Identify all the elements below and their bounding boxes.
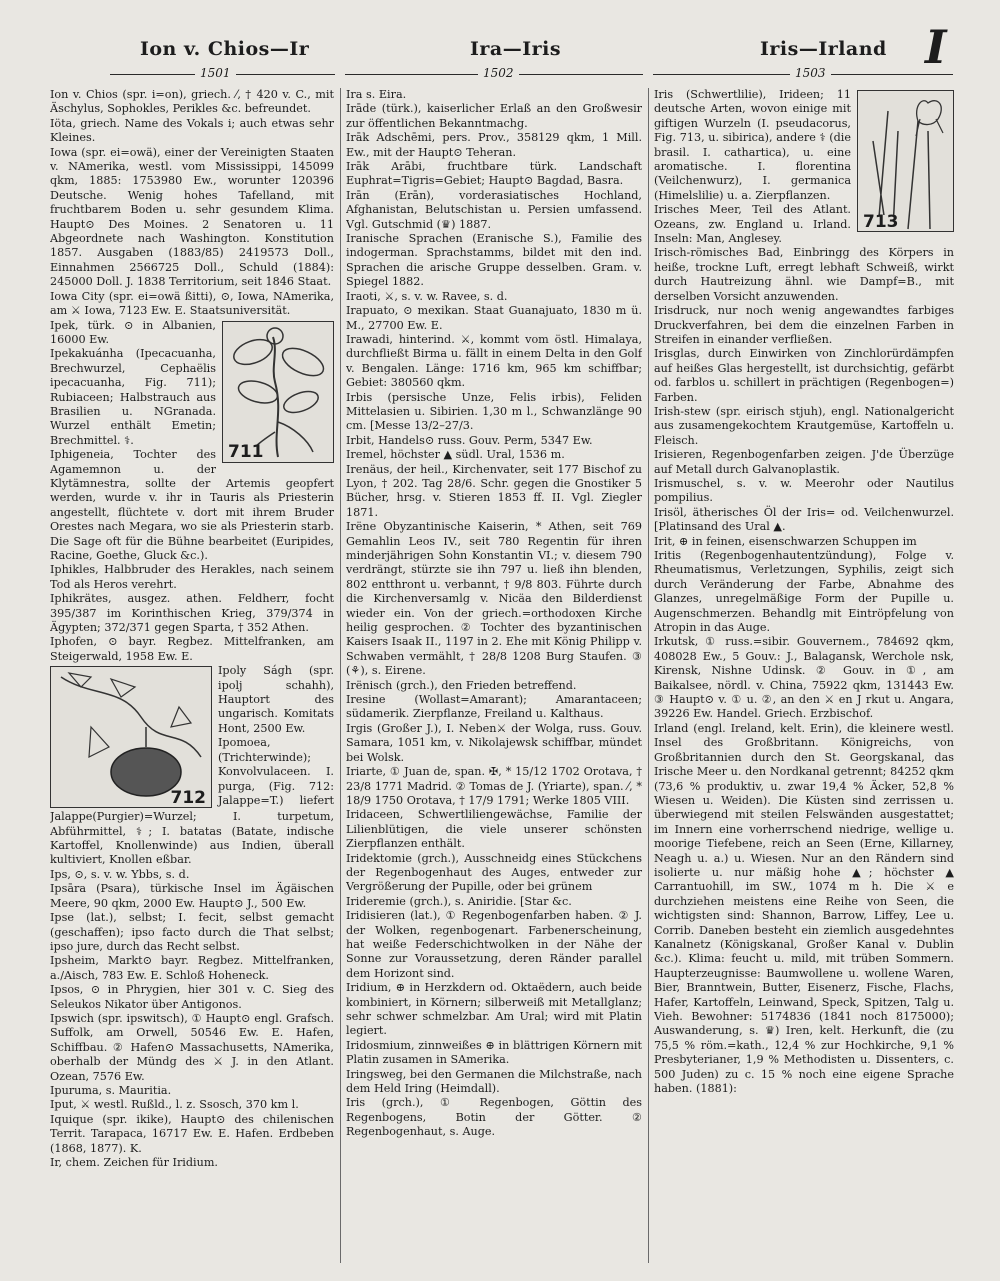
column-separator [340,88,341,1263]
entry: Iquique (spr. ikike), Haupt⊙ des chilenischen Territ. Tarapaca, 16717 Ew. E. Hafen. Erdbeben (1868, 1877). K. [50,1112,334,1155]
entry: Irëne Obyzantinische Kaiserin, * Athen, seit 769 Gemahlin Leos IV., seit 780 Regentin für ihren minderjährigen Sohn Konstantin VI.; v. diesem 790 verdrängt, stürzte sie ihn 797 u. ließ ihn blenden, 802 entthront u. verbannt, † 9/8 803. Führte durch die Kirchenversamlg v. Nicäa den Bilderdienst wieder ein. Von der griech.=orthodoxen Kirche heilig gesprochen. ② Tochter des byzantinischen Kaisers Isaak II., 1197 in 2. Ehe mit König Philipp v. Schwaben vermählt, † 28/8 1208 Burg Staufen. ③ (⚘), s. Eirene. [346,520,642,678]
entry: Irenäus, der heil., Kirchenvater, seit 177 Bischof zu Lyon, † 202. Tag 28/6. Schr. gegen die Gnostiker 5 Bücher, hrsg. v. Stieren 1853 ff. II. Vgl. Ziegler 1871. [346,462,642,519]
entry: Irland (engl. Ireland, kelt. Erin), die kleinere westl. Insel des Großbritann. Königreichs, von Großbritannien durch den St. Georgskanal, das Irische Meer u. den Nordkanal getrennt; 84252 qkm (73,6 % produktiv, u. zwar 19,4 % Äcker, 52,8 % Wiesen u. Weiden). Die Küsten sind zerrissen u. überwiegend mit steilen Felswänden ausgestattet; im Innern eine vorherrschend niedrige, wellige u. moorige Tiefebene, reich an Seen (Erne, Killarney, Neagh u. a.) u. Wiesen. Nur an den Rändern sind isolierte u. nur mäßig hohe ▲; höchster ▲ Carrantuohill, im SW., 1074 m h. Die ⚔ e durchziehen meistens eine Reihe von Seen, die wichtigsten sind: Shannon, Barrow, Liffey, Lee u. Corrib. Daneben besteht ein ziemlich ausgedehntes Kanalnetz (Königskanal, Großer Kanal v. Dublin &c.). Klima: feucht u. mild, mit trüben Sommern. Haupterzeugnisse: Baumwollene u. wollene Waren, Bier, Branntwein, Butter, Eisenerz, Fische, Flachs, Hafer, Kartoffeln, Leinwand, Speck, Spitzen, Talg u. Vieh. Bewohner: 5174836 (1841 noch 8175000); Auswanderung, s. ♛) Iren, kelt. Herkunft, die (zu 75,5 % röm.=kath., 12,4 % zur Hochkirche, 9,1 % Presbyterianer, 1,9 % Methodisten u. Dissenters, c. 500 Juden) zu c. 15 % noch eine eigene Sprache haben. (1881): [654,721,954,1096]
entry: Iridaceen, Schwertliliengewächse, Familie der Lilienblütigen, die viele unserer schönsten Zierpflanzen enthält. [346,808,642,851]
entry: Iringsweg, bei den Germanen die Milchstraße, nach dem Held Iring (Heimdall). [346,1067,642,1096]
entry: Iriarte, ① Juan de, span. ✠, * 15/12 1702 Orotava, † 23/8 1771 Madrid. ② Tomas de J. (Yriarte), span. ⁄, * 18/9 1750 Orotava, † 17/9 1791; Werke 1805 VIII. [346,765,642,807]
page-number-1503: 1503 [790,66,831,80]
entry: Iowa City (spr. ei=owä ßitti), ⊙, Iowa, NAmerika, am ⚔ Iowa, 7123 Ew. E. Staatsuniversität. [50,289,334,318]
entry: Ipekakuánha (Ipecacuanha, Brechwurzel, Cephaëlis ipecacuanha, Fig. 711); Rubiaceen; Halbstrauch aus Brasilien u. NGranada. Wurzel enthält Emetin; Brechmittel. ⚕. [50,347,216,447]
column-separator [648,88,649,1263]
entry: Iphigeneia, Tochter des Agamemnon u. der Klytämnestra, sollte der Artemis geopfert werden, wurde v. ihr in Tauris als Priesterin angestellt, flüchtete v. dort mit ihrem Bruder Orestes nach Megara, wo sie als Priesterin starb. Die Sage oft für die Bühne bearbeitet (Euripides, Racine, Goethe, Gluck &c.). [50,448,334,562]
entry: Ion v. Chios (spr. i=on), griech. ⁄, † 420 v. C., mit Äschylus, Sophokles, Perikles &c. befreundet. [50,88,334,116]
entry: Ips, ⊙, s. v. w. Ybbs, s. d. [50,867,190,881]
entry: Irapuato, ⊙ mexikan. Staat Guanajuato, 1830 m ü. M., 27700 Ew. E. [346,304,642,332]
entry: Irisches Meer, Teil des Atlant. Ozeans, zw. England u. Irland. Inseln: Man, Anglesey. [654,203,851,246]
entry: Irāk Arābi, fruchtbare türk. Landschaft Euphrat=Tigris=Gebiet; Haupt⊙ Bagdad, Basra. [346,160,642,188]
entry: Iöta, griech. Name des Vokals i; auch etwas sehr Kleines. [50,116,334,145]
page-number-1502: 1502 [478,66,519,80]
ipecacuanha-plant-illustration [223,322,333,462]
entry: Ipse (lat.), selbst; I. fecit, selbst gemacht (geschaffen); ipso facto durch die That selbst; ipso jure, durch das Recht selbst. [50,911,334,953]
ipomoea-plant-illustration [51,667,211,807]
figure-number: 711 [228,442,264,463]
entry: Iridisieren (lat.), ① Regenbogenfarben haben. ② J. der Wolken, regenbogenart. Farbenerscheinung, hat weiße Federschichtwolken in der Nähe der Sonne zur Voraussetzung, deren Ränder parallel dem Horizont sind. [346,909,642,980]
entry: Irisieren, Regenbogenfarben zeigen. J'de Überzüge auf Metall durch Galvanoplastik. [654,448,954,476]
figure-711-ipecacuanha [222,321,334,463]
entry: Iput, ⚔ westl. Rußld., l. z. Ssosch, 370 km l. [50,1098,299,1112]
entry: Ipswich (spr. ipswitsch), ① Haupt⊙ engl. Grafsch. Suffolk, am Orwell, 50546 Ew. E. Hafen, Schiffbau. ② Hafen⊙ Massachusetts, NAmerika, oberhalb der Mündg des ⚔ J. in den Atlant. Ozean, 7576 Ew. [50,1011,334,1083]
column-2-head: Ira—Iris [470,38,562,60]
entry: Ipek, türk. ⊙ in Albanien, 16000 Ew. [50,318,216,346]
entry: Ipoly Ságh (spr. ipolj schahh), Hauptort des ungarisch. Komitats Hont, 2500 Ew. [218,664,334,735]
entry: Ipsheim, Markt⊙ bayr. Regbez. Mittelfranken, a./Aisch, 783 Ew. E. Schloß Hoheneck. [50,954,334,982]
entry: Irbit, Handels⊙ russ. Gouv. Perm, 5347 Ew. [346,433,593,447]
entry: Irit, ⊕ in feinen, eisenschwarzen Schuppen im [654,534,917,548]
section-letter: I [925,20,947,74]
iris-plant-illustration [858,91,953,231]
entry: Iresine (Wollast=Amarant); Amarantaceen; südamerik. Zierpflanze, Freiland u. Kalthaus. [346,693,642,721]
figure-number: 712 [170,787,206,808]
entry: Irāk Adschēmi, pers. Prov., 358129 qkm, 1 Mill. Ew., mit der Haupt⊙ Teheran. [346,131,642,159]
column-3 [654,88,954,1268]
entry: Irān (Erān), vorderasiatisches Hochland, Afghanistan, Belutschistan u. Persien umfassend. Vgl. Gutschmid (♛) 1887. [346,188,642,231]
entry: Irisdruck, nur noch wenig angewandtes farbiges Druckverfahren, bei dem die einzelnen Farben in Streifen in einander verfließen. [654,304,954,346]
entry: Iphikles, Halbbruder des Herakles, nach seinem Tod als Heros verehrt. [50,563,334,591]
figure-713-iris [857,90,954,232]
entry: Ipomoea, (Trichterwinde); Konvolvulaceen. I. purga, (Fig. 712: Jalappe=T.) liefert Jalappe(Purgier)=Wurzel; I. turpetum, Abführmittel, ⚕; I. batatas (Batate, indische Kartoffel, Knollenwinde) aus Indien, überall kultiviert, Knollen eßbar. [50,736,334,867]
entry: Irisöl, ätherisches Öl der Iris= od. Veilchenwurzel. [Platinsand des Ural ▲. [654,505,954,534]
entry: Irish-stew (spr. eirisch stjuh), engl. Nationalgericht aus zusamengekochtem Krautgemüse, Kartoffeln u. Fleisch. [654,404,954,447]
entry: Iris (grch.), ① Regenbogen, Göttin des Regenbogens, Botin der Götter. ② Regenbogenhaut, s. Auge. [346,1096,642,1139]
entry: Iridosmium, zinnweißes ⊕ in blättrigen Körnern mit Platin zusamen in SAmerika. [346,1038,642,1067]
column-1-head: Ion v. Chios—Ir [140,38,310,60]
entry: Ipuruma, s. Mauritia. [50,1083,172,1097]
page-number-1501: 1501 [195,66,236,80]
entry: Iridektomie (grch.), Ausschneidg eines Stückchens der Regenbogenhaut des Auges, entweder zur Vergrößerung der Pupille, oder bei grünem [346,851,642,894]
entry: Irkutsk, ① russ.=sibir. Gouvernem., 784692 qkm, 408028 Ew., 5 Gouv.: J., Balagansk, Werchole nsk, Kirensk, Nishne Udinsk. ② Gouv. in ①, am Baikalsee, nördl. v. China, 75922 qkm, 131443 Ew. ③ Haupt⊙ v. ① u. ②, an den ⚔ en J rkut u. Angara, 39226 Ew. Handel. Griech. Erzbischof. [654,635,954,721]
figure-number: 713 [863,211,899,232]
entry: Irbis (persische Unze, Felis irbis), Feliden Mittelasien u. Sibirien. 1,30 m l., Schwanzlänge 90 cm. [Messe 13/2–27/3. [346,390,642,433]
entry: Iphikrätes, ausgez. athen. Feldherr, focht 395/387 im Korinthischen Krieg, 379/374 in Ägypten; 372/371 gegen Sparta, † 352 Athen. [50,592,334,635]
entry: Iritis (Regenbogenhautentzündung), Folge v. Rheumatismus, Verletzungen, Syphilis, zeigt sich durch Veränderung der Farbe, Abnahme des Glanzes, unregelmäßige Form der Pupille u. Augenschmerzen. Behandlg mit Eintröpfelung von Atropin in das Auge. [654,549,954,635]
entry: Iranische Sprachen (Eranische S.), Familie des indogerman. Sprachstamms, bildet mit den ind. Sprachen die arische Gruppe desselben. Gram. v. Spiegel 1882. [346,232,642,289]
entry: Iphofen, ⊙ bayr. Regbez. Mittelfranken, am Steigerwald, 1958 Ew. E. [50,635,334,663]
entry: Irisglas, durch Einwirken von Zinchlorürdämpfen auf heißes Glas hergestellt, ist durchsichtig, gefärbt od. farblos u. schillert in prächtigen (Regenbogen=) Farben. [654,347,954,404]
entry: Ira s. Eira. [346,88,407,101]
entry: Iraoti, ⚔, s. v. w. Ravee, s. d. [346,289,508,303]
entry: Iowa (spr. ei=owä), einer der Vereinigten Staaten v. NAmerika, westl. vom Mississippi, 145099 qkm, 1885: 1753980 Ew., worunter 120396 Deutsche. Wenig hohes Tafelland, mit fruchtbarem Boden u. sehr gesundem Klima. Haupt⊙ Des Moines. 2 Senatoren u. 11 Abgeordnete nach Washington. Konstitution 1857. Ausgaben (1883/85) 2419573 Doll., Einnahmen 2566725 Doll., Schuld (1884): 245000 Doll. J. 1838 Territorium, seit 1846 Staat. [50,145,334,289]
entry: Irismuschel, s. v. w. Meerohr oder Nautilus pompilius. [654,476,954,505]
entry: Ipsāra (Psara), türkische Insel im Ägäischen Meere, 90 qkm, 2000 Ew. Haupt⊙ J., 500 Ew. [50,882,334,910]
entry: Iremel, höchster ▲ südl. Ural, 1536 m. [346,448,565,462]
entry: Irideremie (grch.), s. Aniridie. [Star &c. [346,894,572,908]
column-3-head: Iris—Irland [760,38,887,60]
figure-712-ipomoea [50,666,212,808]
entry: Iris (Schwertlilie), Irideen; 11 deutsche Arten, wovon einige mit giftigen Wurzeln (I. pseudacorus, Fig. 713, u. sibirica), andere ⚕ (die brasil. I. cathartica), u. eine aromatische. I. florentina (Veilchenwurz), I. germanica (Himelslilie) u. a. Zierpflanzen. [654,88,851,202]
column-1 [50,88,334,1268]
entry: Iridium, ⊕ in Herzkdern od. Oktaëdern, auch beide kombiniert, in Körnern; silberweiß mit Metallglanz; sehr schwer schmelzbar. Am Ural; wird mit Platin legiert. [346,981,642,1038]
entry: Irāde (türk.), kaiserlicher Erlaß an den Großwesir zur öffentlichen Bekanntmachg. [346,102,642,130]
entry: Irënisch (grch.), den Frieden betreffend. [346,678,577,692]
entry: Irisch-römisches Bad, Einbringg des Körpers in heiße, trockne Luft, erregt lebhaft Schweiß, wirkt durch Hautreizung ähnl. wie Dampf=B., mit derselben Vorsicht anzuwenden. [654,246,954,303]
entry: Ipsos, ⊙ in Phrygien, hier 301 v. C. Sieg des Seleukos Nikator über Antigonos. [50,983,334,1011]
entry: Irawadi, hinterind. ⚔, kommt vom östl. Himalaya, durchfließt Birma u. fällt in einem Delta in den Golf v. Bengalen. Länge: 1716 km, 965 km schiffbar; Gebiet: 380560 qkm. [346,332,642,390]
column-2 [346,88,642,1268]
entry: Irgis (Großer J.), I. Neben⚔ der Wolga, russ. Gouv. Samara, 1051 km, v. Nikolajewsk schiffbar, mündet bei Wolsk. [346,721,642,764]
entry: Ir, chem. Zeichen für Iridium. [50,1156,218,1169]
